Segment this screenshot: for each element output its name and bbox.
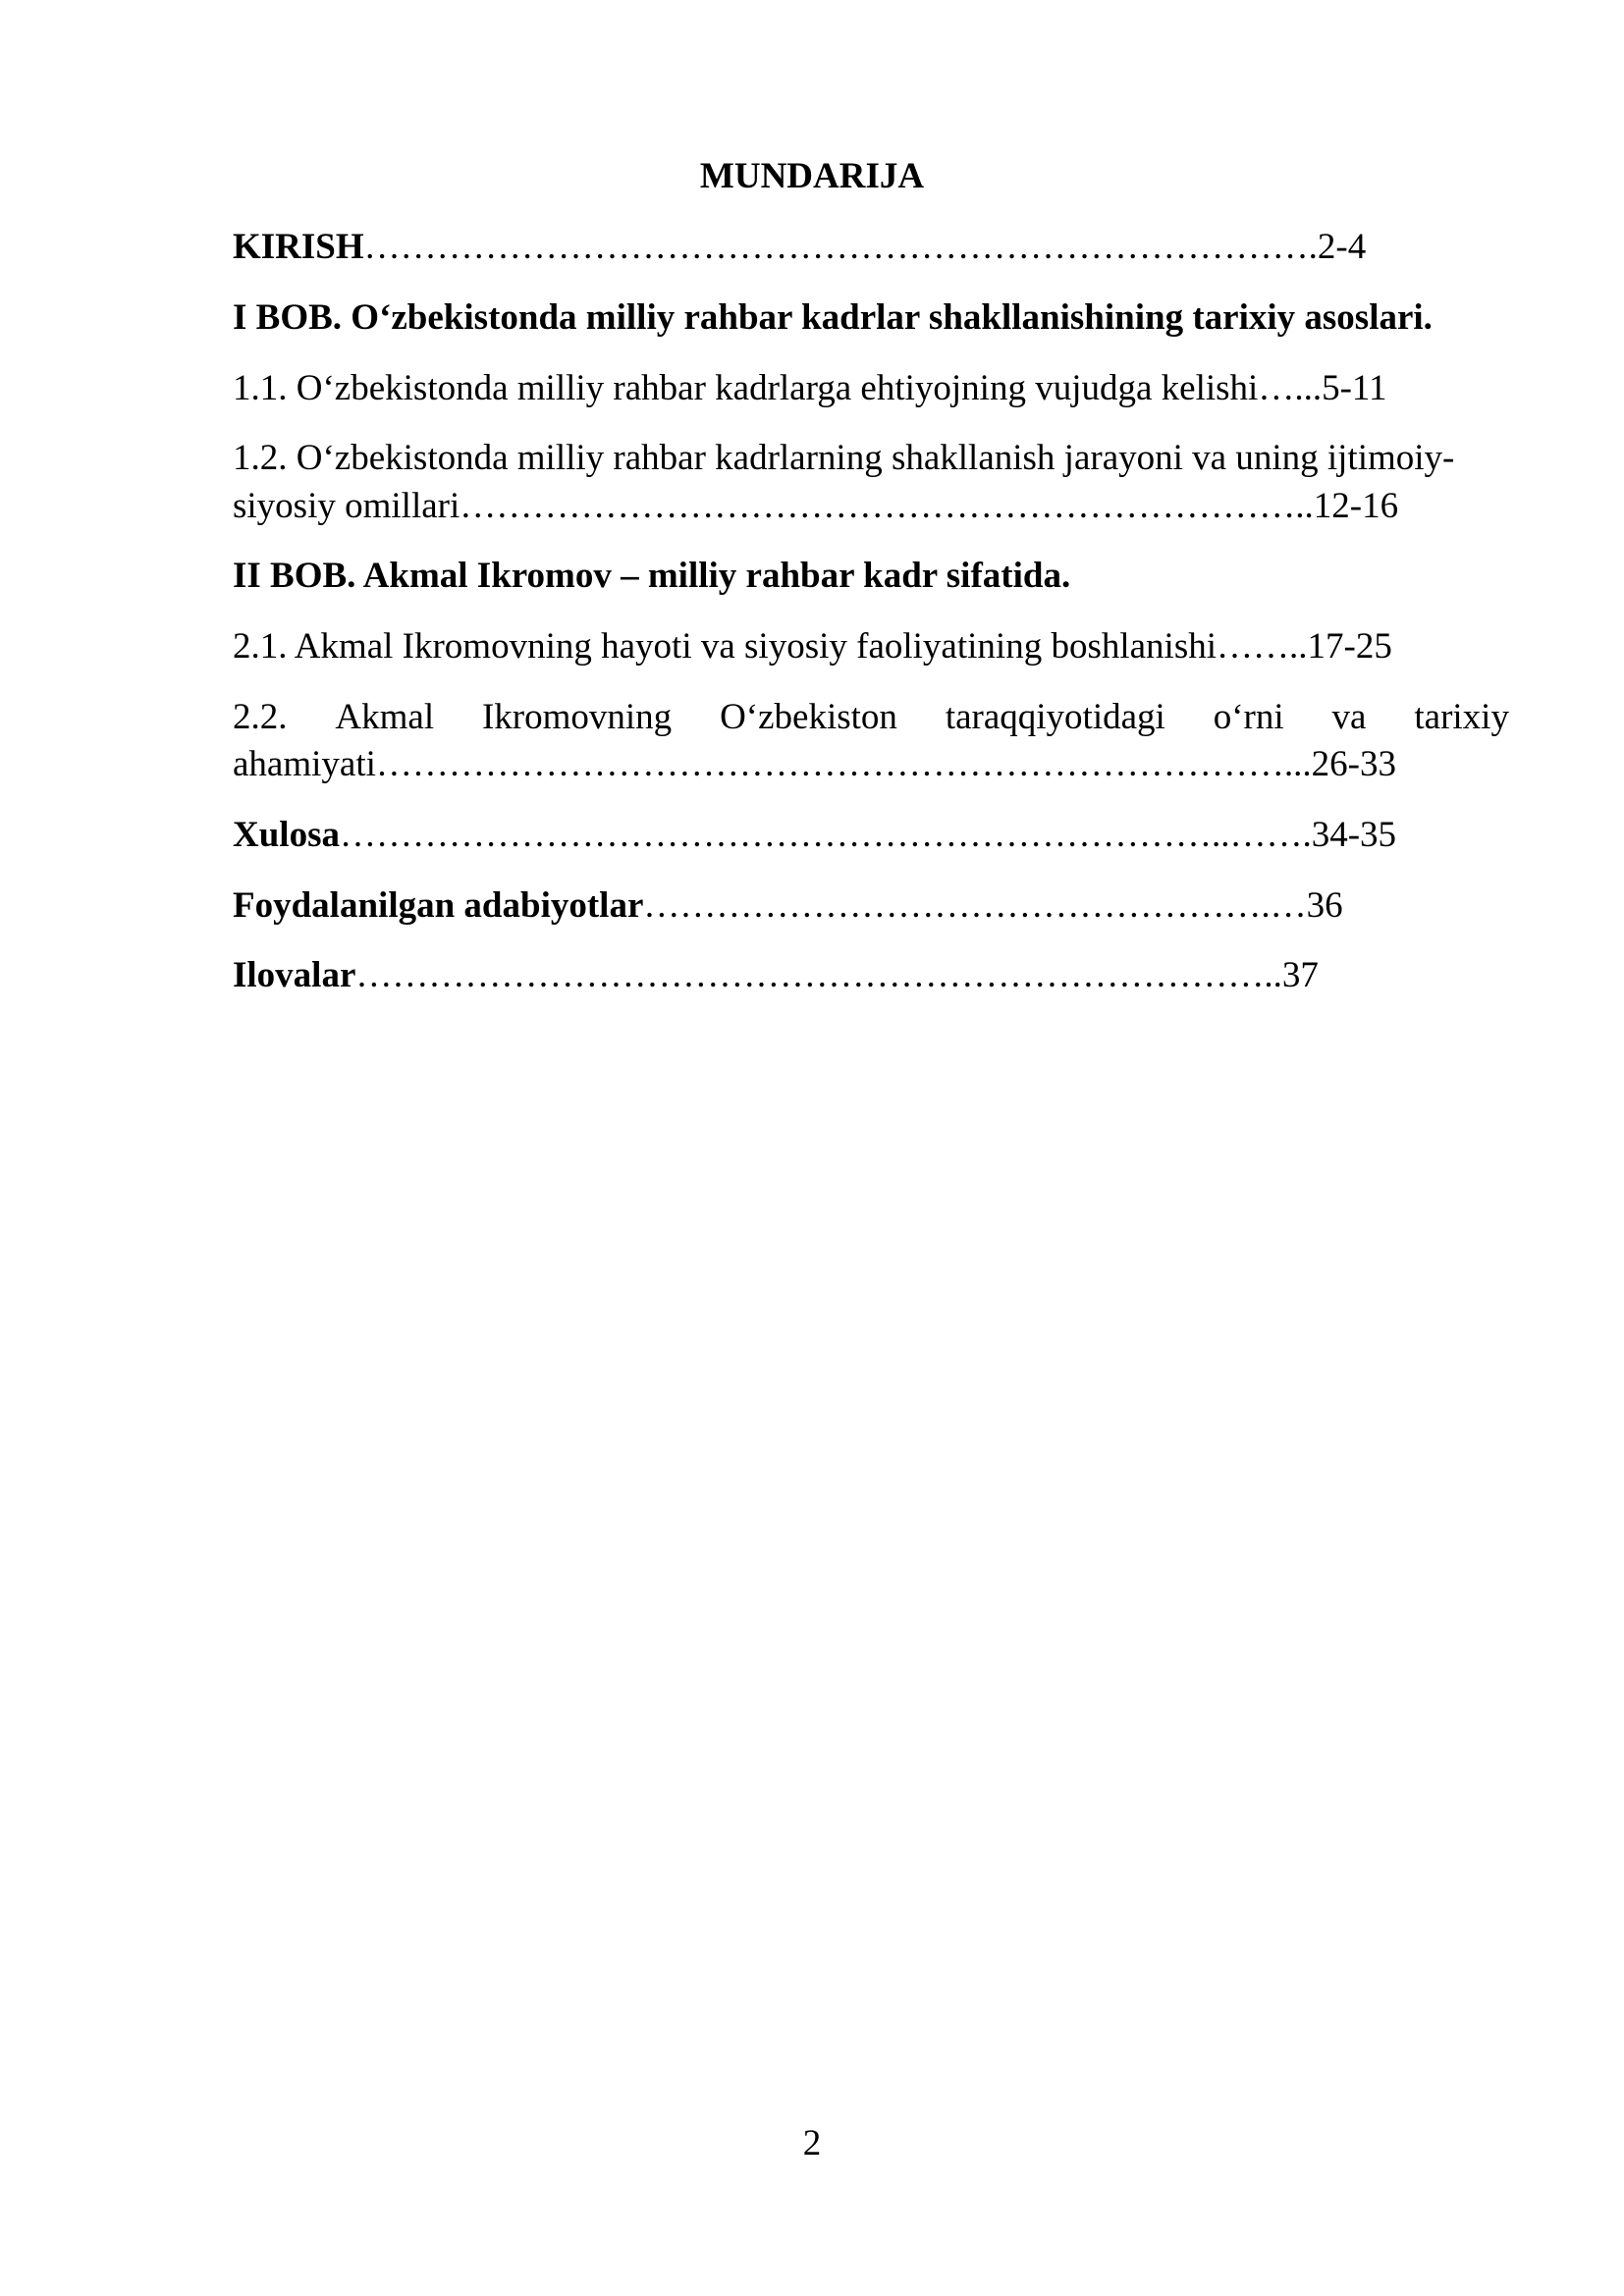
toc-entry-1-1 (233, 367, 1509, 410)
toc-word: va (1331, 697, 1367, 737)
toc-chapter-2-heading (233, 555, 1509, 598)
toc-entry-label: 1.2. O‘zbekistonda milliy rahbar kadrlarning shakllanish jarayoni va uning ijtimoiy- (233, 438, 1455, 478)
toc-word: 2.2. (233, 697, 288, 737)
toc-chapter-label: I BOB. O‘zbekistonda milliy rahbar kadrlar shakllanishining tarixiy asoslari. (233, 297, 1433, 338)
toc-entry-kirish (233, 226, 1509, 269)
toc-entry-pages: 26-33 (1311, 744, 1396, 784)
toc-word: tarixiy (1414, 697, 1509, 737)
toc-entry-references (233, 884, 1509, 928)
toc-word: Ikromovning (481, 697, 673, 737)
toc-entry-dots: …... (1258, 368, 1323, 408)
page-number: 2 (802, 2123, 822, 2163)
toc-entry-label-continued: siyosiy omillari (233, 486, 460, 526)
toc-entry-label: Foydalanilgan adabiyotlar (233, 885, 644, 926)
toc-entry-1-2-line2 (233, 485, 1509, 528)
toc-entry-xulosa (233, 814, 1509, 857)
toc-entry-pages: 12-16 (1313, 486, 1399, 526)
toc-entry-label-continued: ahamiyati (233, 744, 376, 784)
toc-entry-appendices (233, 954, 1509, 997)
toc-entry-label: Xulosa (233, 815, 340, 855)
toc-entry-label: Ilovalar (233, 955, 356, 995)
toc-entry-pages: 5-11 (1322, 368, 1387, 408)
toc-chapter-1-heading (233, 296, 1509, 340)
toc-entry-1-2-line1 (233, 437, 1509, 480)
toc-entry-pages: 2-4 (1317, 227, 1367, 267)
toc-word: o‘rni (1213, 697, 1284, 737)
toc-word: taraqqiyotidagi (945, 697, 1165, 737)
toc-entry-2-2-line1 (233, 696, 1509, 739)
toc-entry-2-2-line2 (233, 743, 1509, 786)
toc-entry-dots: …………………………………………….… (643, 885, 1307, 926)
toc-entry-pages: 36 (1306, 885, 1343, 926)
page-title: MUNDARIJA (699, 156, 925, 196)
toc-entry-dots: …….. (1217, 626, 1308, 667)
toc-chapter-label: II BOB. Akmal Ikromov – milliy rahbar kadr sifatida. (233, 556, 1071, 596)
toc-entry-label: KIRISH (233, 227, 364, 267)
toc-word: O‘zbekiston (720, 697, 897, 737)
toc-entry-label: 2.1. Akmal Ikromovning hayoti va siyosiy faoliyatining boshlanishi (233, 626, 1217, 667)
toc-entry-dots: ………………………………………………………………….. (355, 955, 1282, 995)
toc-entry-pages: 17-25 (1307, 626, 1392, 667)
toc-entry-dots: …………………………………………………………………... (375, 744, 1312, 784)
toc-word: Akmal (335, 697, 435, 737)
toc-entry-pages: 37 (1281, 955, 1319, 995)
toc-entry-2-1 (233, 625, 1509, 668)
toc-entry-label: 1.1. O‘zbekistonda milliy rahbar kadrlarga ehtiyojning vujudga kelishi (233, 368, 1259, 408)
toc-entry-dots: …………………………………………………………….. (460, 486, 1314, 526)
toc-entry-pages: 34-35 (1311, 815, 1397, 855)
toc-entry-dots: ……………………………………………………………………. (363, 227, 1318, 267)
toc-entry-dots: ………………………………………………………………..……. (339, 815, 1312, 855)
